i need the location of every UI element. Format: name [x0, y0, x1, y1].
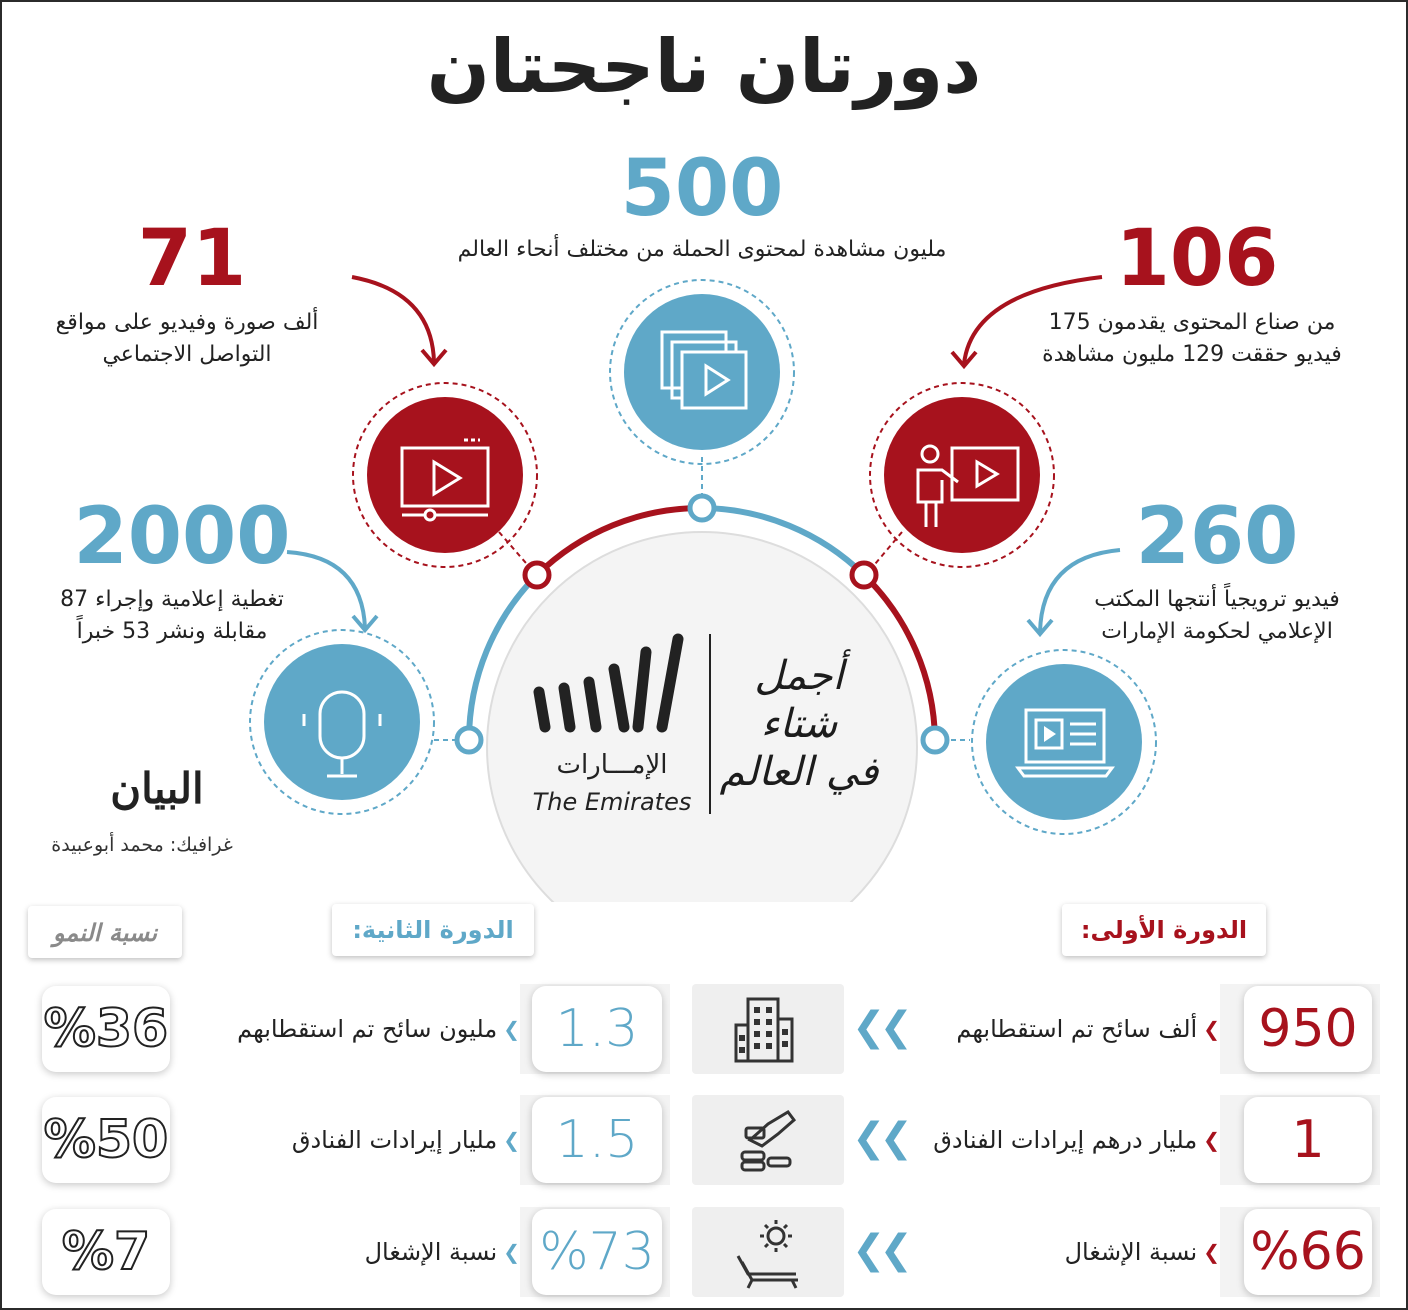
growth-value-card [42, 1209, 170, 1295]
first-round-value: 1 [1244, 1097, 1372, 1183]
growth-value: %50 [43, 1110, 169, 1170]
stat-106-caption [1012, 307, 1372, 371]
stat-2000-caption [22, 584, 322, 648]
graphic-credit: غرافيك: محمد أبوعبيدة [51, 834, 233, 856]
laptop-video-icon [972, 650, 1156, 834]
chevron-right-icon: ❯ [503, 1128, 520, 1152]
stat-71-caption-line1: ألف صورة وفيديو على مواقع [55, 310, 319, 335]
chevron-right-icon: ❯ [1203, 1017, 1220, 1041]
growth-value-card [42, 986, 170, 1072]
second-round-label: مليار إيرادات الفنادق [291, 1126, 498, 1154]
brand-english: The Emirates [532, 788, 692, 816]
double-chevron-left-icon: ❮❮ [852, 1115, 908, 1161]
chevron-right-icon: ❯ [503, 1017, 520, 1041]
first-round-value: 950 [1244, 986, 1372, 1072]
multi-video-icon [610, 280, 794, 464]
money-hand-icon [692, 1095, 844, 1185]
first-round-label: مليار درهم إيرادات الفنادق [933, 1126, 1198, 1154]
slogan-line1: أجمل [754, 653, 844, 699]
first-round-label: نسبة الإشغال [1064, 1238, 1198, 1266]
chevron-right-icon: ❯ [1203, 1240, 1220, 1264]
header-first-round: الدورة الأولى: [1062, 904, 1266, 956]
second-round-value: %73 [532, 1209, 662, 1295]
building-icon [692, 984, 844, 1074]
stat-500-caption: مليون مشاهدة لمحتوى الحملة من مختلف أنحاء العالم [457, 237, 947, 262]
stat-260-caption [1062, 584, 1372, 648]
first-round-label-cell [902, 984, 1220, 1074]
stat-106-value: 106 [1115, 214, 1279, 304]
growth-value: %7 [61, 1222, 151, 1282]
growth-value-card [42, 1097, 170, 1183]
sun-lounger-icon [692, 1207, 844, 1297]
second-round-label-cell [182, 1095, 520, 1185]
first-round-value: %66 [1244, 1209, 1372, 1295]
second-round-label-cell [182, 984, 520, 1074]
page-title: دورتان ناجحتان [426, 24, 982, 110]
growth-value: %36 [43, 999, 169, 1059]
double-chevron-left-icon: ❮❮ [852, 1227, 908, 1273]
chevron-right-icon: ❯ [503, 1240, 520, 1264]
second-round-value: 1.5 [532, 1097, 662, 1183]
header-second-round: الدورة الثانية: [332, 904, 534, 956]
publisher-logo: البيان [110, 764, 204, 813]
presenter-icon [870, 383, 1054, 567]
stat-106-caption-line2: فيديو حققت 129 مليون مشاهدة [1042, 341, 1342, 367]
stat-71-value: 71 [137, 214, 247, 304]
header-growth: نسبة النمو [28, 906, 182, 958]
stat-2000-value: 2000 [73, 492, 291, 582]
video-player-icon [353, 383, 537, 567]
stat-260-caption-line1: فيديو ترويجياً أنتجها المكتب [1094, 587, 1340, 612]
second-round-value: 1.3 [532, 986, 662, 1072]
first-round-label: ألف سائح تم استقطابهم [956, 1015, 1198, 1043]
slogan-line3: في العالم [719, 749, 879, 795]
first-round-label-cell [902, 1207, 1220, 1297]
stat-106-caption-line1: من صناع المحتوى يقدمون 175 [1048, 310, 1336, 335]
stat-500-value: 500 [620, 144, 784, 234]
campaign-slogan [714, 652, 884, 796]
stat-260-caption-line2: الإعلامي لحكومة الإمارات [1101, 618, 1333, 644]
second-round-label-cell [182, 1207, 520, 1297]
second-round-label: نسبة الإشغال [364, 1238, 498, 1266]
first-round-label-cell [902, 1095, 1220, 1185]
stat-260-value: 260 [1135, 492, 1299, 582]
stat-2000-caption-line2: مقابلة ونشر 53 خبراً [76, 618, 268, 644]
double-chevron-left-icon: ❮❮ [852, 1004, 908, 1050]
chevron-right-icon: ❯ [1203, 1128, 1220, 1152]
slogan-line2: شتاء [760, 701, 838, 747]
second-round-label: مليون سائح تم استقطابهم [237, 1015, 498, 1043]
stat-71-caption [22, 307, 352, 371]
stat-71-caption-line2: التواصل الاجتماعي [102, 341, 272, 367]
microphone-icon [250, 630, 434, 814]
stat-2000-caption-line1: تغطية إعلامية وإجراء 87 [60, 587, 284, 612]
brand-arabic: الإمـــارات [556, 750, 668, 780]
